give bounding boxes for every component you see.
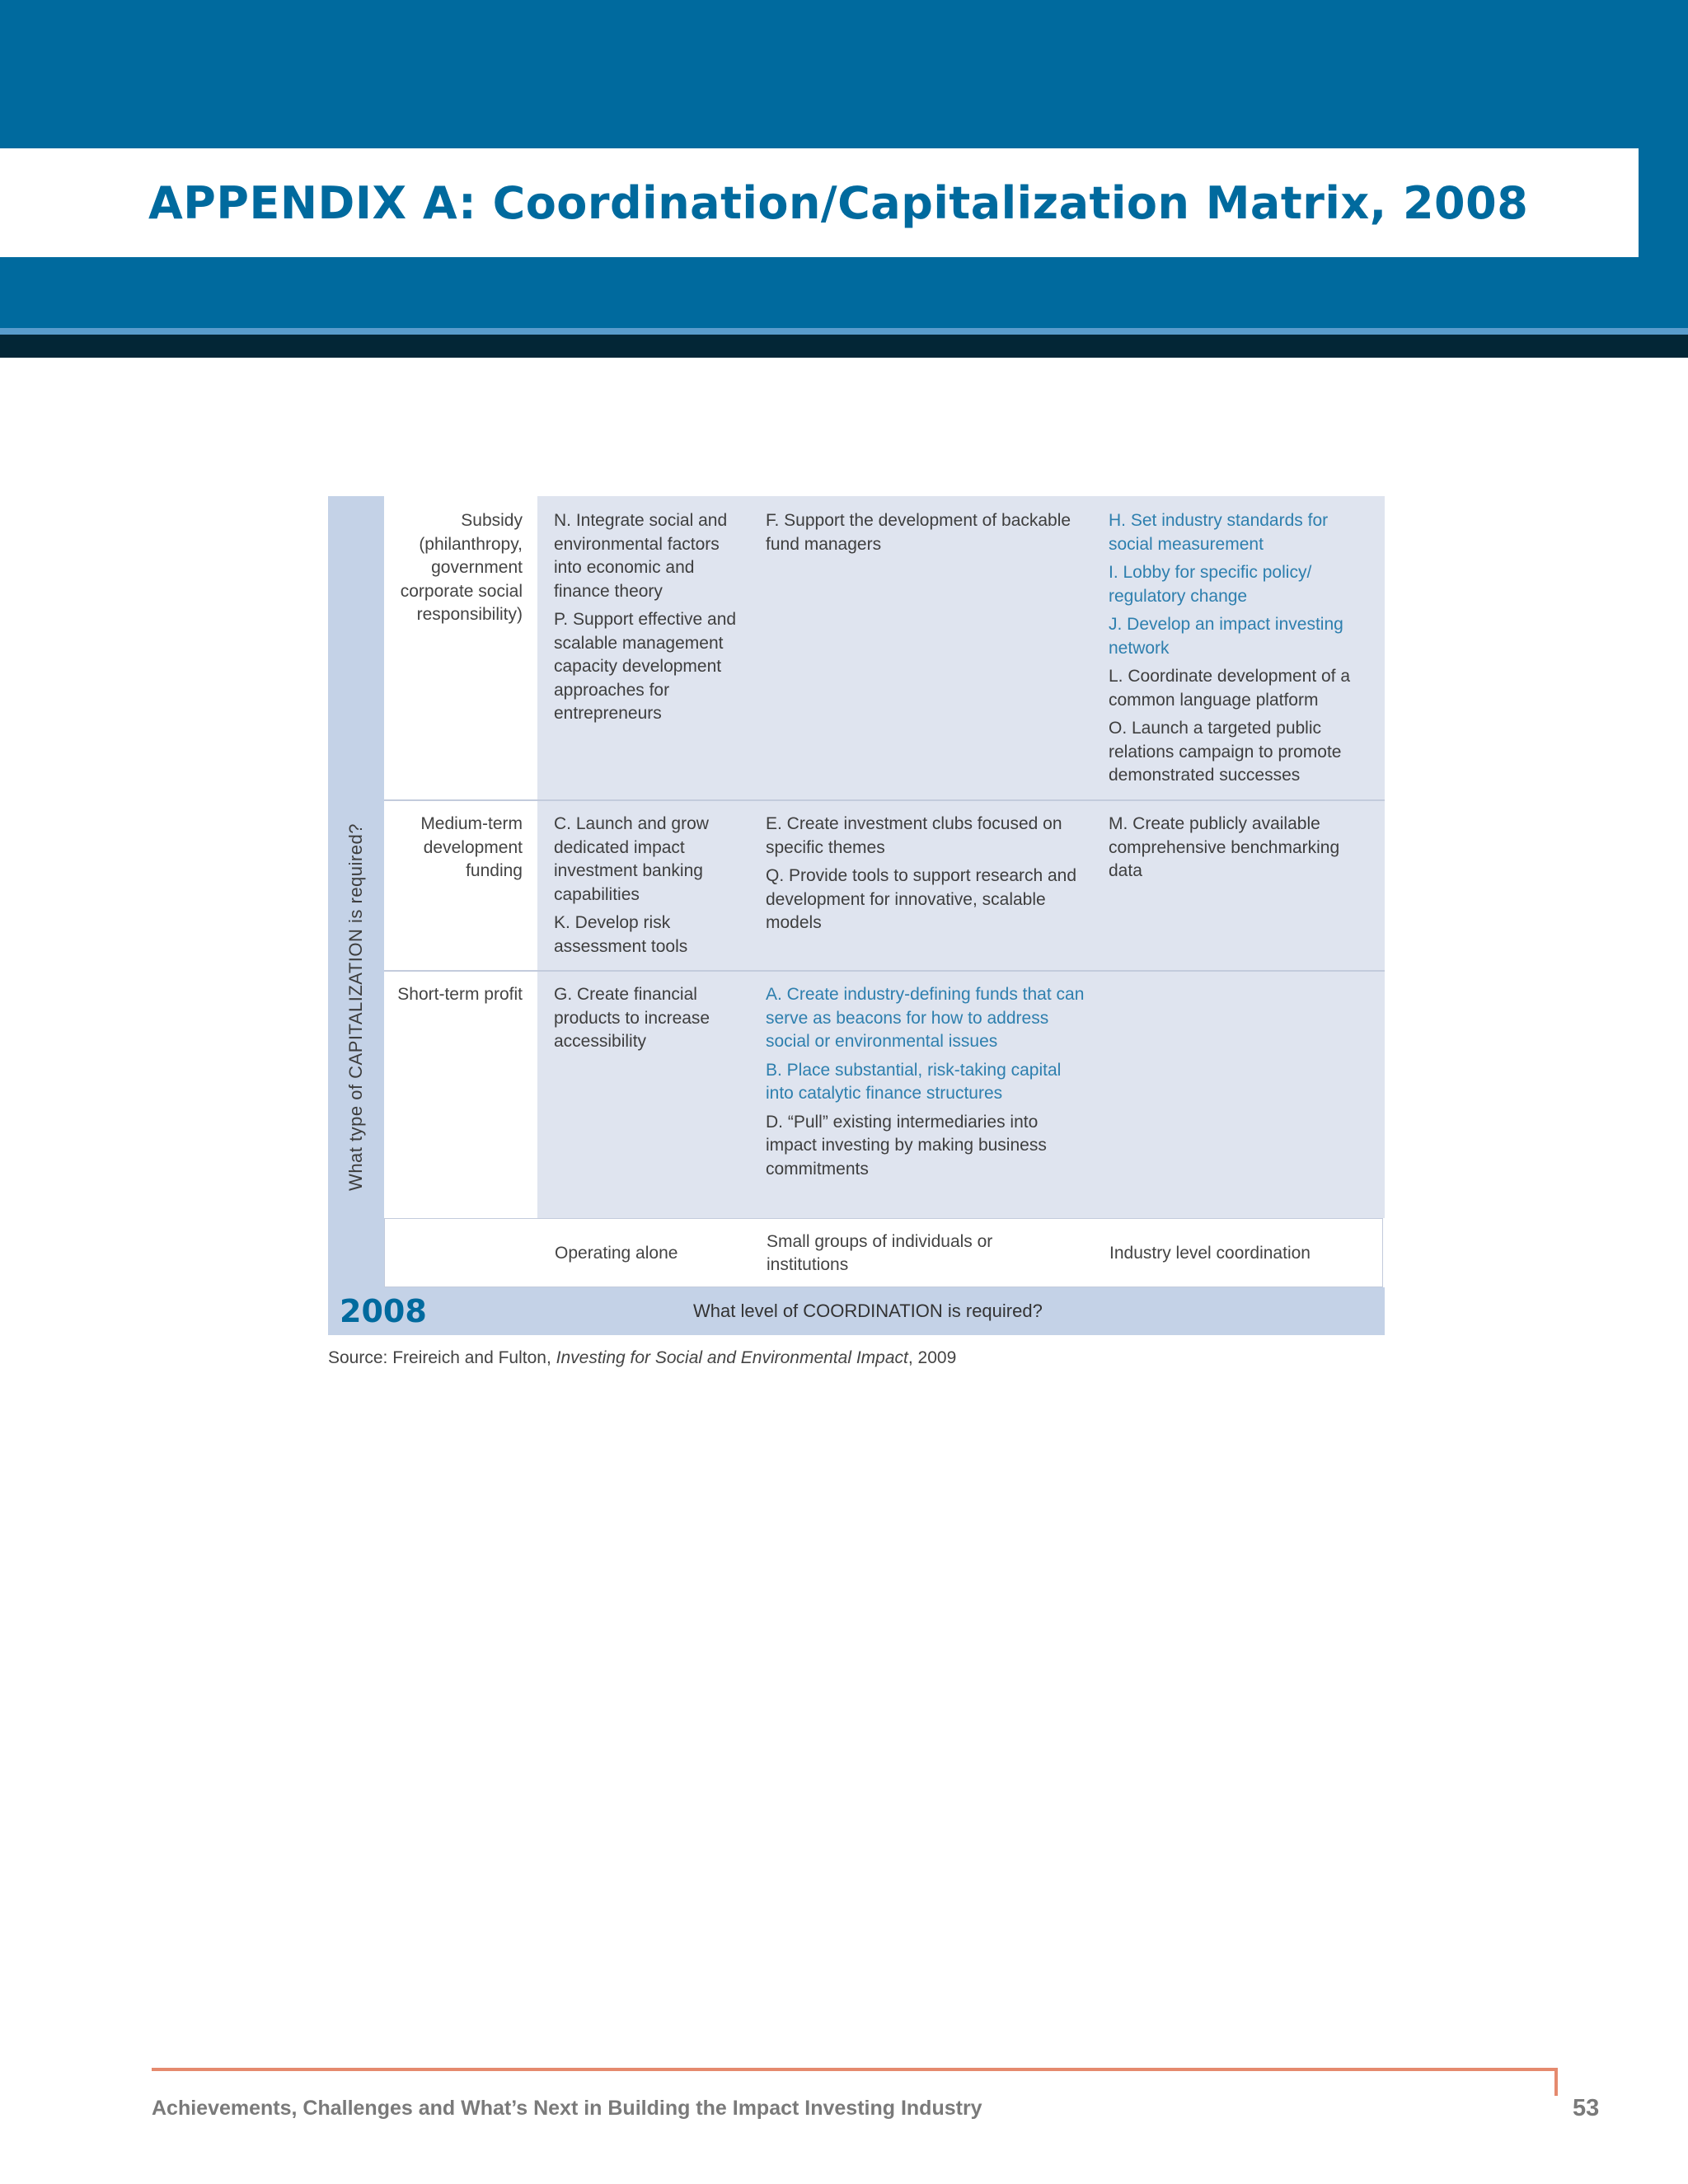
horizontal-axis-bar [328,1287,1385,1335]
column-labels [384,1218,1383,1287]
cell-short-term-small-groups [766,983,1087,1186]
row-divider [384,799,1385,801]
matrix-item-highlighted: J. Develop an impact investing network [1109,615,1343,658]
row-divider [384,970,1385,972]
row-label-subsidy: Subsidy (philanthropy, government corporate social responsibility) [400,511,523,624]
matrix-item: D. “Pull” existing intermediaries into impact investing by making business commitments [766,1112,1047,1179]
matrix-item-highlighted: I. Lobby for specific policy/ regulatory change [1109,563,1312,606]
column-label-industry-level: Industry level coordination [1109,1243,1311,1263]
header-dark-stripe [0,335,1688,358]
column-label-small-groups: Small groups of individuals or institutions [767,1231,993,1274]
column-label-operating-alone: Operating alone [555,1243,678,1263]
source-title: Investing for Social and Environmental Impact [556,1348,908,1367]
cell-short-term-operating-alone [554,983,743,1059]
matrix-item: G. Create financial products to increase accessibility [554,985,710,1051]
footer-rule [152,2068,1558,2071]
matrix-item-highlighted: H. Set industry standards for social measurement [1109,511,1329,554]
matrix-item: E. Create investment clubs focused on specific themes [766,814,1062,857]
horizontal-axis-label: What level of COORDINATION is required? [693,1301,1043,1321]
vertical-axis-label: What type of CAPITALIZATION is required? [345,823,366,1191]
source-citation [328,1348,956,1368]
title-box [0,148,1639,257]
matrix-item-highlighted: B. Place substantial, risk-taking capital into catalytic finance structures [766,1060,1062,1103]
matrix-item: K. Develop risk assessment tools [554,913,688,956]
cell-medium-term-industry-level [1109,813,1372,888]
cell-medium-term-operating-alone [554,813,743,963]
matrix-item: P. Support effective and scalable management capacity development approaches for entrepreneurs [554,610,737,723]
matrix-item: Q. Provide tools to support research and development for innovative, scalable models [766,866,1077,932]
row-label-medium-term: Medium-term development funding [420,814,523,880]
matrix-item: O. Launch a targeted public relations campaign to promote demonstrated successes [1109,719,1342,785]
footer-title: Achievements, Challenges and What’s Next in Building the Impact Investing Industry [152,2097,982,2120]
matrix-cells [537,496,1385,1218]
matrix-item-highlighted: A. Create industry-defining funds that can serve as beacons for how to address social or environmental issues [766,985,1085,1051]
matrix-year: 2008 [340,1293,427,1329]
matrix-item: M. Create publicly available comprehensive benchmarking data [1109,814,1340,880]
cell-medium-term-small-groups [766,813,1087,940]
matrix-item: C. Launch and grow dedicated impact investment banking capabilities [554,814,709,904]
vertical-axis-bar [328,496,384,1287]
matrix-item: N. Integrate social and environmental factors into economic and finance theory [554,511,728,601]
page-title: APPENDIX A: Coordination/Capitalization Matrix, 2008 [148,176,1529,229]
source-suffix: , 2009 [907,1348,957,1367]
row-label-short-term: Short-term profit [397,985,523,1004]
footer-rule-tick [1554,2068,1558,2096]
cell-subsidy-operating-alone [554,509,743,731]
coordination-capitalization-matrix [328,496,1385,1335]
cell-subsidy-small-groups [766,509,1087,561]
page-number: 53 [1573,2095,1600,2121]
row-labels [384,496,537,1218]
header-accent-line [0,328,1688,335]
matrix-item: L. Coordinate development of a common language platform [1109,667,1351,710]
source-prefix: Source: Freireich and Fulton, [328,1348,556,1367]
matrix-item: F. Support the development of backable fund managers [766,511,1071,554]
cell-subsidy-industry-level [1109,509,1372,793]
